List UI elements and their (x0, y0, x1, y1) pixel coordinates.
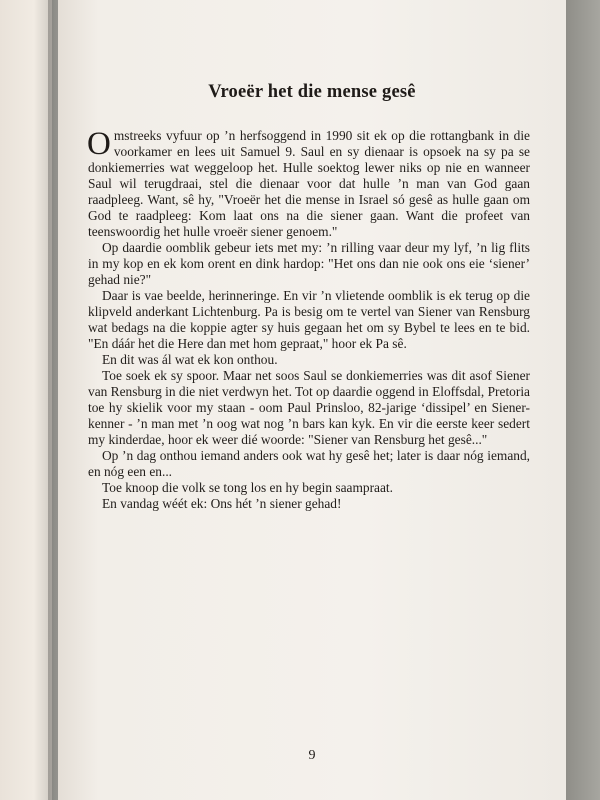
drop-cap: O (87, 126, 111, 162)
paragraph-8: En vandag wéét ek: Ons hét ’n siener gehad! (102, 496, 342, 511)
paragraph-1-text: mstreeks vyfuur op ’n herfsoggend in 1990 sit ek op die rottangbank in die voorkamer en lees uit Samuel 9. Saul en sy dienaar is opsoek na sy pa se donkiemerries wat weggeloop het. Hulle soektog lewer niks op nie en wanneer Saul wil terugdraai, stel die dienaar voor dat hulle ’n man van God gaan raadpleeg. Want, sê hy, "Vroeër het die mense in Israel só gesê as hulle gaan om God te raadpleeg: Kom laat ons na die siener gaan. Want die profeet van teenswoordig het hulle vroeër siener genoem." (88, 128, 530, 239)
paragraph-3: Daar is vae beelde, herinneringe. En vir ’n vlietende oomblik is ek terug op die klipveld anderkant Lichtenburg. Pa is besig om te vertel van Siener van Rensburg wat bedags na die koppie agter sy huis gegaan het om sy Bybel te lees en te bid. "En dáár het die Here dan met hom gepraat," hoor ek Pa sê. (88, 288, 530, 351)
paragraph-4: En dit was ál wat ek kon onthou. (102, 352, 278, 367)
paragraph-5: Toe soek ek sy spoor. Maar net soos Saul se donkiemerries was dit asof Siener van Rensburg in die niet verdwyn het. Tot op daardie oggend in Eloffsdal, Pretoria toe hy skielik voor my staan - oom Paul Prinsloo, 82-jarige ‘dissipel’ en Siener-kenner - ’n man met ’n oog wat nog ’n bars kan kyk. En vir die eerste keer sedert my kinderdae, hoor ek weer dié woorde: "Siener van Rensburg het gesê..." (88, 368, 530, 447)
page-title: Vroeër het die mense gesê (208, 82, 416, 102)
paragraph-6: Op ’n dag onthou iemand anders ook wat hy gesê het; later is daar nóg iemand, en nóg een en... (88, 448, 530, 479)
left-page-edge (0, 0, 52, 800)
paragraph-7: Toe knoop die volk se tong los en hy begin saampraat. (102, 480, 393, 495)
paragraph-1 (88, 128, 530, 240)
book-page (58, 0, 566, 800)
page-number: 9 (308, 748, 316, 763)
paragraph-2: Op daardie oomblik gebeur iets met my: ’n rilling vaar deur my lyf, ’n lig flits in my kop en ek kom orent en dink hardop: "Het ons dan nie ook ons eie ‘siener’ gehad nie?" (88, 240, 530, 287)
body-text (88, 128, 530, 512)
right-background (566, 0, 600, 800)
